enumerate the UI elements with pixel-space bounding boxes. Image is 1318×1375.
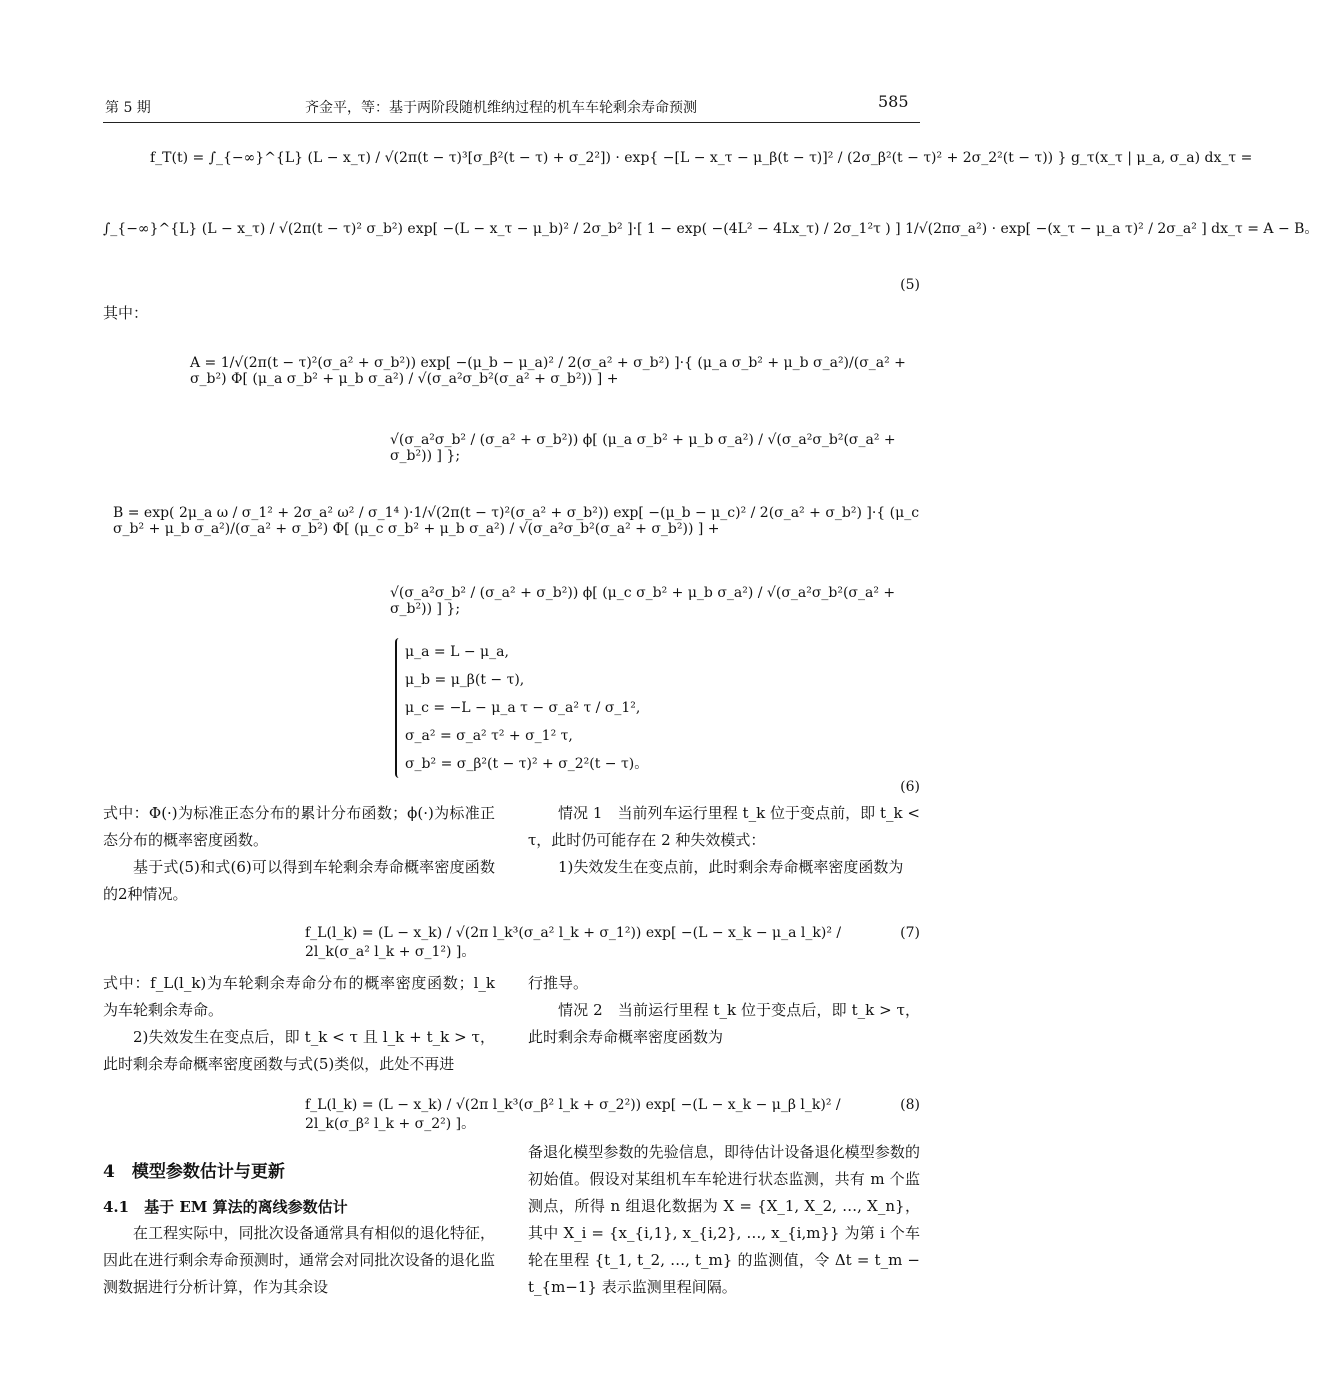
paragraph-failure-after: 2)失效发生在变点后，即 t_k < τ 且 l_k + t_k > τ，此时剩余寿命概率密度函数与式(5)类似，此处不再进 [103, 1028, 495, 1073]
case-line: μ_a = L − μ_a, [405, 644, 509, 660]
where-label: 其中： [103, 304, 149, 322]
subsection-heading: 4.1 基于 EM 算法的离线参数估计 [103, 1198, 348, 1216]
equation-5-line-1: f_T(t) = ∫_{−∞}^{L} (L − x_τ) / √(2π(t − τ)³[σ_β²(t − τ) + σ_2²]) · exp{ −[L − x_τ − μ_β(t − τ)]² / (2σ_β²(t − τ)² + 2σ_2²(t − τ)) } g_τ(x_τ | μ_a, σ_a) dx_τ = [150, 150, 1253, 166]
paragraph-case-2: 情况 2 当前运行里程 t_k 位于变点后，即 t_k > τ，此时剩余寿命概率密度函数为 [528, 1001, 920, 1046]
page-number: 585 [878, 92, 909, 111]
paragraph-failure-before: 1)失效发生在变点前，此时剩余寿命概率密度函数为 [558, 858, 904, 876]
paragraph-two-cases: 基于式(5)和式(6)可以得到车轮剩余寿命概率密度函数的2种情况。 [103, 858, 495, 903]
equation-7: f_L(l_k) = (L − x_k) / √(2π l_k³(σ_a² l_k + σ_1²)) exp[ −(L − x_k − μ_a l_k)² / 2l_k(σ_a² l_k + σ_1²) ]。 [305, 925, 842, 960]
case-line: μ_b = μ_β(t − τ), [405, 672, 525, 688]
equation-7-number: (7) [900, 925, 920, 941]
issue-number: 第 5 期 [105, 100, 151, 116]
paragraph-fl-definition: 式中：f_L(l_k)为车轮剩余寿命分布的概率密度函数；l_k为车轮剩余寿命。 [103, 974, 495, 1019]
equation-5-line-2: ∫_{−∞}^{L} (L − x_τ) / √(2π(t − τ)² σ_b²) exp[ −(L − x_τ − μ_b)² / 2σ_b² ]·[ 1 − exp( −(4L² − 4Lx_τ) / 2σ_1²τ ) ] 1/√(2πσ_a²) · exp[ −(x_τ − μ_a τ)² / 2σ_a² ] dx_τ = A − B。 [103, 221, 1318, 237]
equation-B-line-1: B = exp( 2μ_a ω / σ_1² + 2σ_a² ω² / σ_1⁴ )·1/√(2π(t − τ)²(σ_a² + σ_b²)) exp[ −(μ_b − μ_c)² / 2(σ_a² + σ_b²) ]·{ (μ_c σ_b² + μ_b σ_a²)/(σ_a² + σ_b²) Φ[ (μ_c σ_b² + μ_b σ_a²) / √(σ_a²σ_b²(σ_a² + σ_b²)) ] + [113, 505, 920, 537]
paragraph-prior-information: 备退化模型参数的先验信息，即待估计设备退化模型参数的初始值。假设对某组机车车轮进行状态监测，共有 m 个监测点，所得 n 组退化数据为 X = {X_1, X_2, …, X_n}，其中 X_i = {x_{i,1}, x_{i,2}, …, x_{i,m}} 为第 i 个车轮在里程 {t_1, t_2, …, t_m} 的监测值，令 Δt = t_m − t_{m−1} 表示监测里程间隔。 [528, 1143, 920, 1296]
parameter-cases [395, 638, 648, 778]
paragraph-derivation: 行推导。 [528, 974, 589, 992]
running-title: 齐金平，等：基于两阶段随机维纳过程的机车车轮剩余寿命预测 [305, 100, 697, 116]
case-line: σ_a² = σ_a² τ² + σ_1² τ, [405, 728, 573, 744]
equation-8-number: (8) [900, 1097, 920, 1113]
equation-8: f_L(l_k) = (L − x_k) / √(2π l_k³(σ_β² l_k + σ_2²)) exp[ −(L − x_k − μ_β l_k)² / 2l_k(σ_β² l_k + σ_2²) ]。 [305, 1097, 841, 1132]
equation-A-line-2: √(σ_a²σ_b² / (σ_a² + σ_b²)) ϕ[ (μ_a σ_b² + μ_b σ_a²) / √(σ_a²σ_b²(σ_a² + σ_b²)) ] }; [390, 432, 896, 464]
paragraph-engineering-practice: 在工程实际中，同批次设备通常具有相似的退化特征，因此在进行剩余寿命预测时，通常会对同批次设备的退化监测数据进行分析计算，作为其余设 [103, 1224, 495, 1296]
equation-5-number: (5) [900, 277, 920, 293]
case-line: μ_c = −L − μ_a τ − σ_a² τ / σ_1², [405, 700, 641, 716]
case-line: σ_b² = σ_β²(t − τ)² + σ_2²(t − τ)。 [405, 756, 649, 772]
header-rule [103, 122, 920, 123]
equation-6-number: (6) [900, 779, 920, 795]
paragraph-case-1: 情况 1 当前列车运行里程 t_k 位于变点前，即 t_k < τ，此时仍可能存在 2 种失效模式： [528, 804, 920, 849]
section-heading: 4 模型参数估计与更新 [103, 1162, 285, 1182]
paragraph-definitions: 式中：Φ(·)为标准正态分布的累计分布函数；ϕ(·)为标准正态分布的概率密度函数。 [103, 804, 495, 849]
equation-B-line-2: √(σ_a²σ_b² / (σ_a² + σ_b²)) ϕ[ (μ_c σ_b² + μ_b σ_a²) / √(σ_a²σ_b²(σ_a² + σ_b²)) ] }; [390, 585, 896, 617]
equation-A-line-1: A = 1/√(2π(t − τ)²(σ_a² + σ_b²)) exp[ −(μ_b − μ_a)² / 2(σ_a² + σ_b²) ]·{ (μ_a σ_b² + μ_b σ_a²)/(σ_a² + σ_b²) Φ[ (μ_a σ_b² + μ_b σ_a²) / √(σ_a²σ_b²(σ_a² + σ_b²)) ] + [190, 355, 906, 387]
